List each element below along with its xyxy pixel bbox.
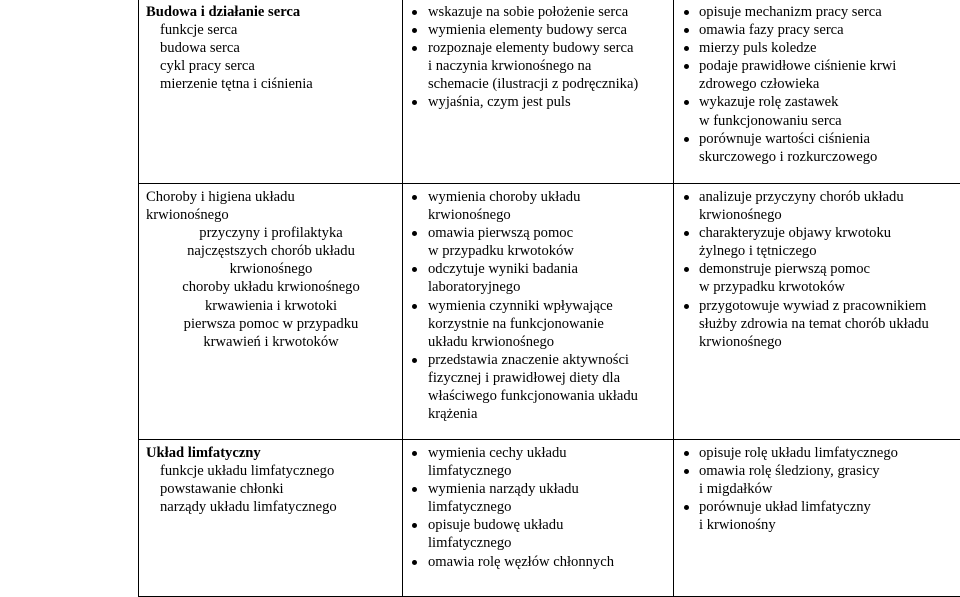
topic-item: powstawanie chłonki — [146, 480, 396, 498]
requirement-item-continuation: skurczowego i rozkurczowego — [681, 148, 954, 166]
topic-item-continuation: najczęstszych chorób układu — [146, 242, 396, 260]
extended-requirements-cell — [674, 0, 960, 184]
requirement-item: omawia fazy pracy serca — [681, 21, 954, 39]
requirement-item: analizuje przyczyny chorób układu — [681, 188, 954, 206]
table-row — [139, 0, 960, 184]
topic-item: budowa serca — [146, 39, 396, 57]
topic-item: narządy układu limfatycznego — [146, 498, 396, 516]
requirement-item: porównuje układ limfatyczny — [681, 498, 954, 516]
requirement-item-continuation: i migdałków — [681, 480, 954, 498]
requirement-item: opisuje budowę układu — [410, 516, 667, 534]
topic-item: funkcje układu limfatycznego — [146, 462, 396, 480]
topic-title: Układ limfatyczny — [146, 444, 396, 462]
requirement-item: wymienia cechy układu — [410, 444, 667, 462]
topic-title-line: krwionośnego — [146, 206, 396, 224]
basic-requirements-cell — [403, 440, 674, 597]
requirement-item: podaje prawidłowe ciśnienie krwi — [681, 57, 954, 75]
topic-cell — [139, 440, 403, 597]
table-row — [139, 440, 960, 597]
requirement-item: wymienia narządy układu — [410, 480, 667, 498]
requirement-item-continuation: krwionośnego — [410, 206, 667, 224]
requirement-item: porównuje wartości ciśnienia — [681, 130, 954, 148]
requirement-item-continuation: zdrowego człowieka — [681, 75, 954, 93]
requirement-item: przedstawia znaczenie aktywności — [410, 351, 667, 369]
requirement-item-continuation: limfatycznego — [410, 498, 667, 516]
basic-requirements-cell — [403, 0, 674, 184]
requirement-item: opisuje rolę układu limfatycznego — [681, 444, 954, 462]
basic-requirements-cell — [403, 184, 674, 440]
topic-item-continuation: krwawień i krwotoków — [146, 333, 396, 351]
requirement-item-continuation: laboratoryjnego — [410, 278, 667, 296]
topic-item: cykl pracy serca — [146, 57, 396, 75]
requirement-item-continuation: limfatycznego — [410, 534, 667, 552]
requirement-item: wykazuje rolę zastawek — [681, 93, 954, 111]
requirement-item: omawia rolę śledziony, grasicy — [681, 462, 954, 480]
requirement-item: przygotowuje wywiad z pracownikiem — [681, 297, 954, 315]
topic-item: pierwsza pomoc w przypadku — [146, 315, 396, 333]
requirement-item: opisuje mechanizm pracy serca — [681, 3, 954, 21]
topic-item: mierzenie tętna i ciśnienia — [146, 75, 396, 93]
extended-requirements-cell — [674, 184, 960, 440]
requirement-item: wyjaśnia, czym jest puls — [410, 93, 667, 111]
requirement-item-continuation: w funkcjonowaniu serca — [681, 112, 954, 130]
requirement-item: wymienia czynniki wpływające — [410, 297, 667, 315]
topic-cell — [139, 184, 403, 440]
requirement-item: charakteryzuje objawy krwotoku — [681, 224, 954, 242]
topic-item: krwawienia i krwotoki — [146, 297, 396, 315]
requirement-item-continuation: krwionośnego — [681, 206, 954, 224]
topic-item-continuation: krwionośnego — [146, 260, 396, 278]
requirement-item: omawia pierwszą pomoc — [410, 224, 667, 242]
requirement-item: omawia rolę węzłów chłonnych — [410, 553, 667, 571]
requirement-item-continuation: żylnego i tętniczego — [681, 242, 954, 260]
requirement-item-continuation: krwionośnego — [681, 333, 954, 351]
requirement-item: demonstruje pierwszą pomoc — [681, 260, 954, 278]
curriculum-table — [138, 0, 960, 597]
requirement-item-continuation: korzystnie na funkcjonowanie — [410, 315, 667, 333]
requirement-item-continuation: fizycznej i prawidłowej diety dla — [410, 369, 667, 387]
requirement-item-continuation: krążenia — [410, 405, 667, 423]
requirement-item-continuation: i naczynia krwionośnego na — [410, 57, 667, 75]
topic-item: przyczyny i profilaktyka — [146, 224, 396, 242]
requirement-item: wskazuje na sobie położenie serca — [410, 3, 667, 21]
table-row — [139, 184, 960, 440]
topic-item: funkcje serca — [146, 21, 396, 39]
requirement-item-continuation: układu krwionośnego — [410, 333, 667, 351]
topic-item: choroby układu krwionośnego — [146, 278, 396, 296]
requirement-item: rozpoznaje elementy budowy serca — [410, 39, 667, 57]
requirement-item-continuation: służby zdrowia na temat chorób układu — [681, 315, 954, 333]
requirement-item-continuation: limfatycznego — [410, 462, 667, 480]
extended-requirements-cell — [674, 440, 960, 597]
topic-title: Budowa i działanie serca — [146, 3, 396, 21]
requirement-item-continuation: i krwionośny — [681, 516, 954, 534]
requirement-item: wymienia elementy budowy serca — [410, 21, 667, 39]
requirement-item: odczytuje wyniki badania — [410, 260, 667, 278]
topic-cell — [139, 0, 403, 184]
requirement-item-continuation: w przypadku krwotoków — [410, 242, 667, 260]
requirement-item-continuation: w przypadku krwotoków — [681, 278, 954, 296]
topic-title-line: Choroby i higiena układu — [146, 188, 396, 206]
requirement-item-continuation: schemacie (ilustracji z podręcznika) — [410, 75, 667, 93]
requirement-item-continuation: właściwego funkcjonowania układu — [410, 387, 667, 405]
requirement-item: mierzy puls koledze — [681, 39, 954, 57]
requirement-item: wymienia choroby układu — [410, 188, 667, 206]
